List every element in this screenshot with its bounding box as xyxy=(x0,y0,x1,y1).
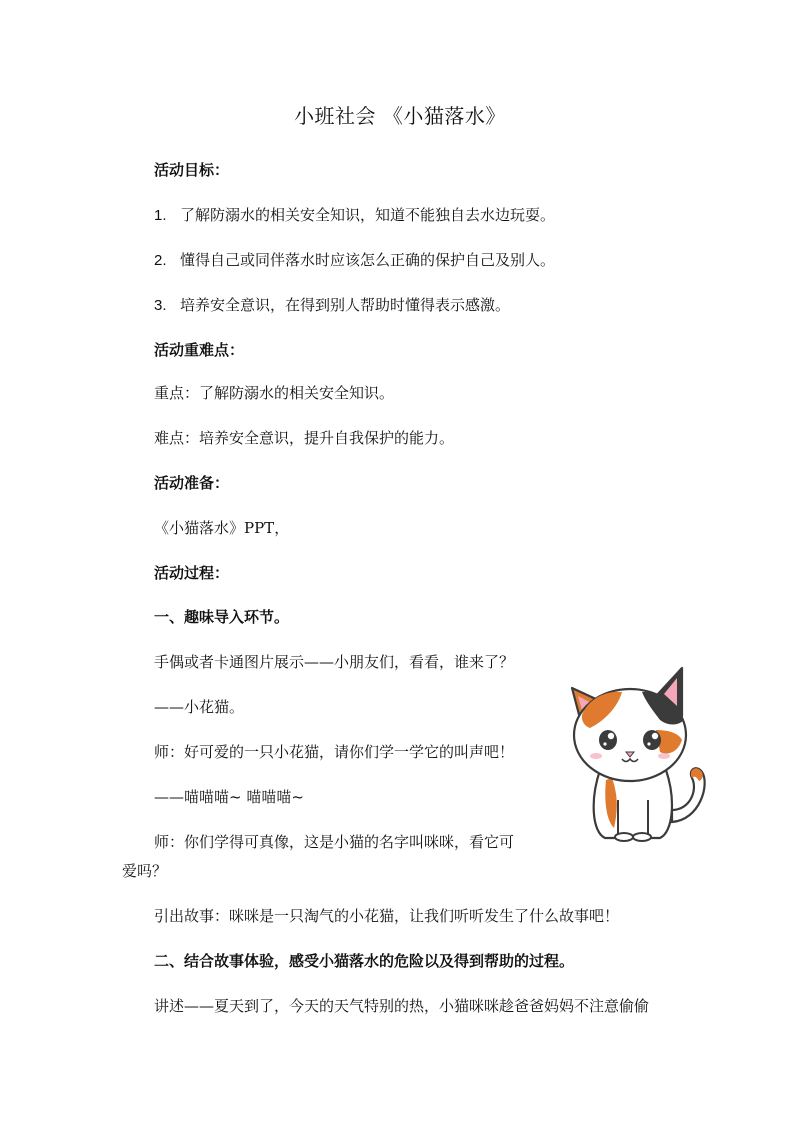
step1-line: ——喵喵喵~ 喵喵喵~ xyxy=(154,788,304,806)
step1-line: ——小花猫。 xyxy=(154,698,245,716)
goal-item-2 xyxy=(154,250,555,271)
step1-line: 师：好可爱的一只小花猫，请你们学一学它的叫声吧！ xyxy=(154,743,515,761)
process-heading: 活动过程： xyxy=(154,564,230,582)
calico-cat-illustration xyxy=(560,660,710,845)
goal-number: 1. xyxy=(154,207,167,224)
difficulty-text: 难点：培养安全意识，提升自我保护的能力。 xyxy=(154,429,455,447)
goal-text: 懂得自己或同伴落水时应该怎么正确的保护自己及别人。 xyxy=(180,251,556,269)
step2-heading: 二、结合故事体验，感受小猫落水的危险以及得到帮助的过程。 xyxy=(154,952,575,970)
step1-line: 爱吗？ xyxy=(122,862,168,880)
goal-item-3 xyxy=(154,295,510,316)
step1-line: 师：你们学得可真像，这是小猫的名字叫咪咪，看它可 xyxy=(154,833,515,851)
prep-text: 《小猫落水》PPT， xyxy=(154,519,290,537)
page-title: 小班社会 《小猫落水》 xyxy=(294,104,506,128)
step2-line: 讲述——夏天到了，今天的天气特别的热，小猫咪咪趁爸爸妈妈不注意偷偷 xyxy=(154,997,650,1015)
goal-text: 了解防溺水的相关安全知识，知道不能独自去水边玩耍。 xyxy=(180,206,556,224)
prep-heading: 活动准备： xyxy=(154,474,230,492)
keypoint-text: 重点：了解防溺水的相关安全知识。 xyxy=(154,384,395,402)
keypoints-heading: 活动重难点： xyxy=(154,341,245,359)
goal-number: 3. xyxy=(154,297,167,314)
step1-line: 引出故事：咪咪是一只淘气的小花猫，让我们听听发生了什么故事吧！ xyxy=(154,907,620,925)
step1-heading: 一、趣味导入环节。 xyxy=(154,608,290,626)
goal-number: 2. xyxy=(154,252,167,269)
goal-text: 培养安全意识，在得到别人帮助时懂得表示感激。 xyxy=(180,296,511,314)
goal-item-1 xyxy=(154,205,555,226)
step1-line: 手偶或者卡通图片展示——小朋友们，看看，谁来了？ xyxy=(154,653,515,671)
goals-heading: 活动目标： xyxy=(154,161,230,179)
